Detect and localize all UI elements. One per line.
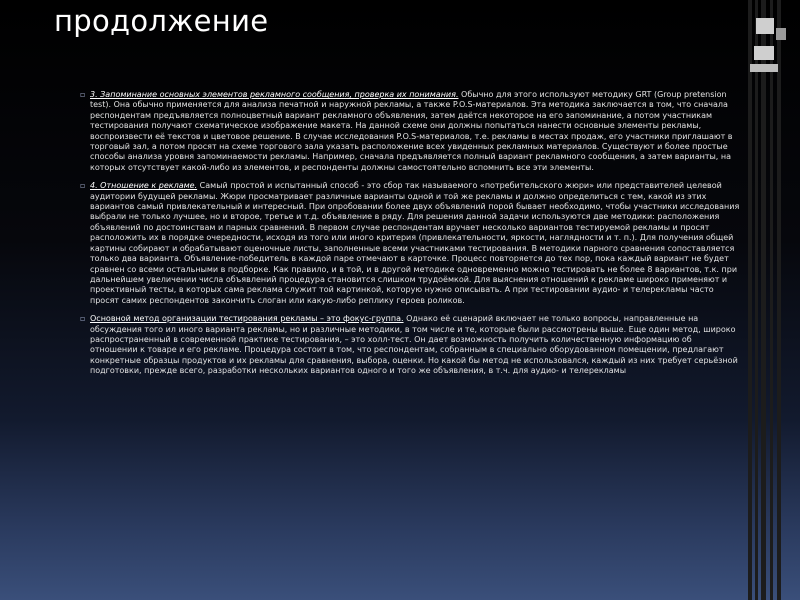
paragraph-heading: Основной метод организации тестирования рекламы – это фокус-группа. [90, 314, 404, 324]
paragraph-text: Обычно для этого используют методику GRT (Group pretension test). Она обычно применяется для анализа печатной и наружной рекламы, а также P.O.S-материалов. Эта методика заключается в том, что сначала респондентам предъявляется полноцветный вариант рекламного объявления, затем даётся некоторое на его запоминание, а потом участникам тестирования получают схематическое изображение макета. На данной схеме они должны попытаться нанести основные элементы рекламы, воспроизвести её текстов и цветовое решение. В случае исследования P.O.S-материалов, т.е. рекламы в местах продаж, его участники приглашают в торговый зал, а потом просят на схеме торгового зала указать расположение всех увиденных рекламных материалов. Существуют и более простые способы анализа уровня запоминаемости рекламы. Например, сначала предъявляется полный вариант рекламного сообщения, а затем варианты, на которых отсутствует какой-либо из элементов, и респонденты должны самостоятельно вспомнить все эти элементы. [90, 90, 733, 172]
paragraph-heading: 3. Запоминание основных элементов рекламного сообщения, проверка их понимания. [90, 90, 459, 99]
paragraph-1 [80, 90, 740, 173]
decorative-bars [744, 0, 800, 600]
bullet-icon: ▫ [80, 90, 86, 99]
bullet-icon: ▫ [80, 181, 86, 191]
bullet-icon: ▫ [80, 314, 86, 324]
paragraph-text: Самый простой и испытанный способ - это сбор так называемого «потребительского жюри» или представителей целевой аудитории будущей рекламы. Жюри просматривает различные варианты одной и той же рекламы и должно определиться с тем, какой из этих вариантов самый привлекательный и интересный. При опробовании более двух объявлений порой бывает необходимо, чтобы участники исследования выбрали не только лучшее, но и второе, третье и т.д. объявление в ряду. Для решения данной задачи используются две методики: расположения объявлений по достоинствам и парных сравнений. В первом случае респондентам вручает несколько вариантов тестируемой рекламы и просят расположить их в порядке очередности, исходя из того или иного критерия (привлекательности, яркости, наглядности и т. п.). Для получения общей картины собирают и обрабатывают оценочные листы, заполненные всеми участниками тестирования. В методики парного сравнения сопоставляется только два варианта. Объявление-победитель в каждой паре отмечают в карточке. Процесс повторяется до тех пор, пока каждый вариант не будет сравнен со всеми остальными в подборке. Как правило, и в той, и в другой методике одновременно можно тестировать не более 8 вариантов, т.к. при дальнейшем увеличении числа объявлений процедура становится слишком трудоёмкой. Для выяснения отношений к рекламе широко применяют и проективный тесты, в которых сама реклама служит той картинкой, которую нужно описывать. А при тестировании аудио- и телерекламы часто просят самих респондентов закончить слоган или какую-либо реплику героев роликов. [90, 181, 740, 305]
paragraph-3 [80, 314, 740, 376]
page-title: продолжение [54, 4, 269, 38]
paragraph-2 [80, 181, 740, 306]
paragraph-heading: 4. Отношение к рекламе. [90, 181, 198, 191]
paragraph-text: Однако её сценарий включает не только вопросы, направленные на обсуждения того ил иного варианта рекламы, но и различные методики, в том числе и те, которые были рассмотрены выше. Еще один метод, широко распространенный в современной практике тестирования, – это холл-тест. Он дает возможность получить количественную информацию об отношении к товаре и его рекламе. Процедура состоит в том, что респондентам, собранным в специально оборудованном помещении, предлагают конкретные образцы продуктов и их рекламы для сравнения, выбора, оценки. Но какой бы метод не использовался, каждый из них требует серьёзной подготовки, прежде всего, разработки нескольких вариантов одного и того же объявления, в т.ч. для аудио- и телерекламы [90, 314, 738, 376]
text-content [80, 90, 740, 385]
